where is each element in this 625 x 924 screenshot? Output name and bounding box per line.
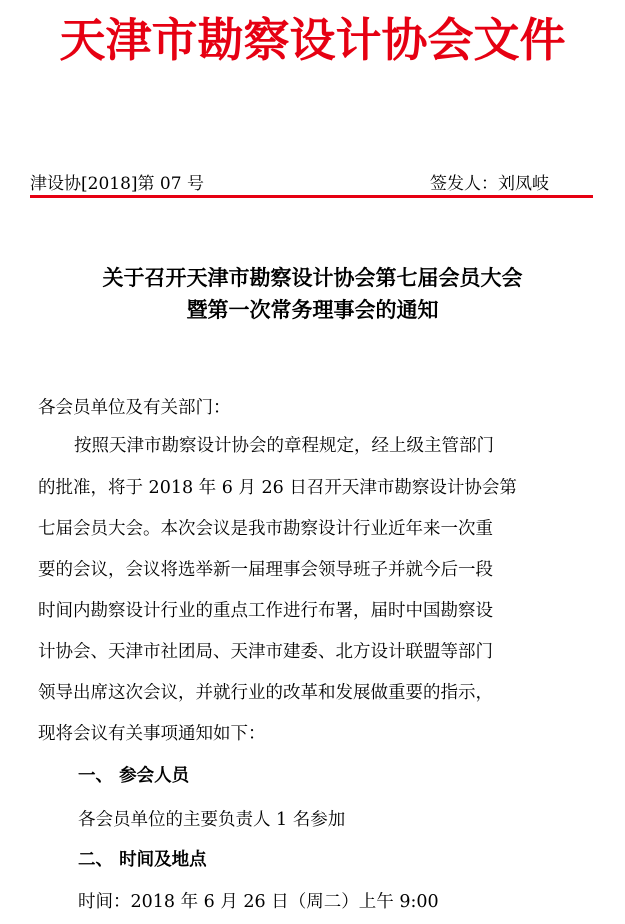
paragraph-line: 计协会、天津市社团局、天津市建委、北方设计联盟等部门	[38, 642, 493, 662]
paragraph-line: 领导出席这次会议，并就行业的改革和发展做重要的指示，	[38, 683, 493, 703]
section-text-time: 时间：2018 年 6 月 26 日（周二）上午 9:00	[78, 892, 439, 912]
document-number: 津设协[2018]第 07 号	[30, 174, 204, 194]
document-masthead: 天津市勘察设计协会文件	[59, 13, 566, 67]
paragraph-line: 要的会议，会议将选举新一届理事会领导班子并就今后一段	[38, 560, 493, 580]
header-divider-line	[30, 195, 593, 198]
notice-title-line-2: 暨第一次常务理事会的通知	[186, 298, 439, 322]
section-heading-attendees: 一、 参会人员	[78, 766, 190, 786]
paragraph-line: 按照天津市勘察设计协会的章程规定，经上级主管部门	[74, 436, 494, 456]
paragraph-line: 七届会员大会。本次会议是我市勘察设计行业近年来一次重	[38, 519, 493, 539]
salutation: 各会员单位及有关部门：	[38, 398, 231, 418]
paragraph-line: 现将会议有关事项通知如下：	[38, 724, 266, 744]
signer-field: 签发人：刘凤岐	[430, 174, 549, 194]
paragraph-line: 时间内勘察设计行业的重点工作进行布署，届时中国勘察设	[38, 601, 493, 621]
section-heading-time-location: 二、 时间及地点	[78, 850, 207, 870]
notice-title-line-1: 关于召开天津市勘察设计协会第七届会员大会	[102, 266, 523, 290]
paragraph-line: 的批准，将于 2018 年 6 月 26 日召开天津市勘察设计协会第	[38, 478, 517, 498]
section-text-attendees: 各会员单位的主要负责人 1 名参加	[78, 810, 346, 830]
